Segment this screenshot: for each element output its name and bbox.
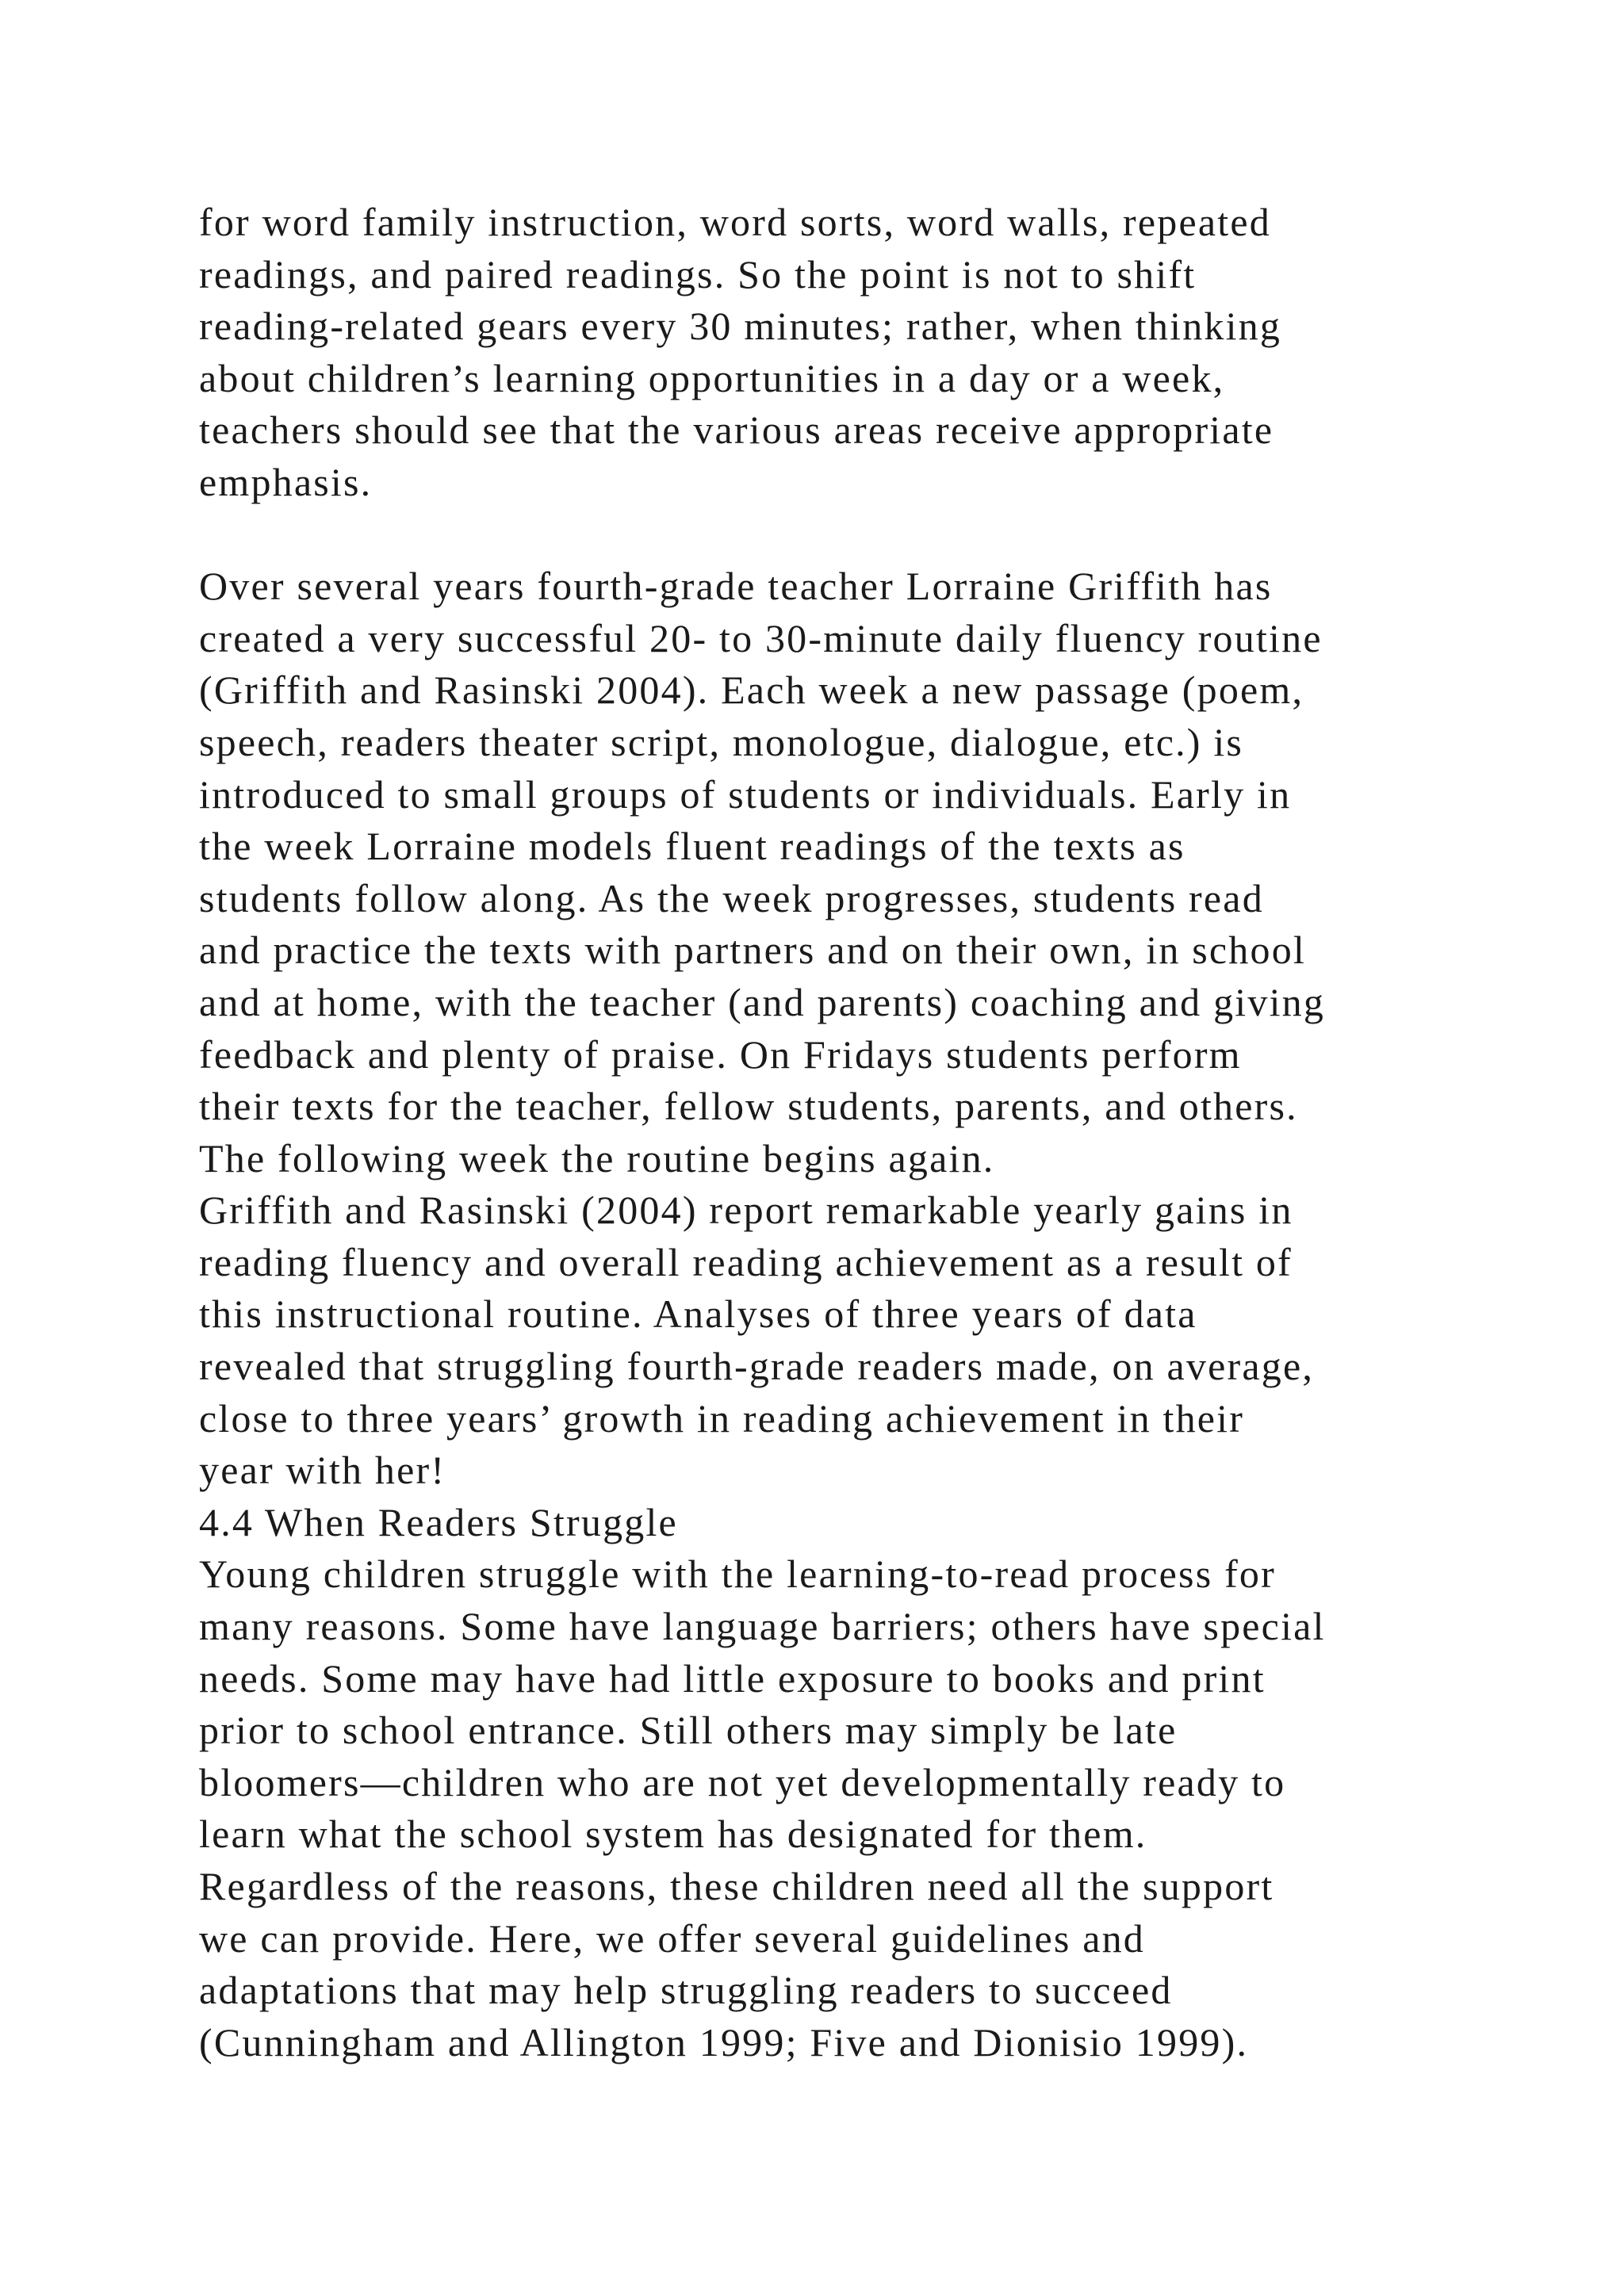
text-line: (Cunningham and Allington 1999; Five and Dionisio 1999). [199,2019,1249,2064]
text-line: Over several years fourth-grade teacher Lorraine Griffith has [199,564,1273,609]
text-line: (Griffith and Rasinski 2004). Each week a new passage (poem, [199,668,1304,713]
text-line: for word family instruction, word sorts, word walls, repeated [199,200,1271,244]
paragraph-1 [199,197,1507,509]
text-line: Griffith and Rasinski (2004) report remarkable yearly gains in [199,1188,1293,1233]
text-line: created a very successful 20- to 30-minute daily fluency routine [199,615,1323,660]
text-line: The following week the routine begins again. [199,1135,995,1181]
text-line: their texts for the teacher, fellow students, parents, and others. [199,1084,1298,1129]
text-line: year with her! [199,1448,446,1493]
text-line: speech, readers theater script, monologue, dialogue, etc.) is [199,719,1244,764]
text-line: Young children struggle with the learning-to-read process for [199,1552,1276,1597]
text-line: students follow along. As the week progresses, students read [199,875,1264,920]
text-line: Regardless of the reasons, these children need all the support [199,1864,1274,1908]
text-line: reading-related gears every 30 minutes; rather, when thinking [199,304,1282,349]
text-line: teachers should see that the various areas receive appropriate [199,408,1274,453]
text-line: learn what the school system has designated for them. [199,1812,1147,1857]
text-line: close to three years’ growth in reading achievement in their [199,1395,1245,1441]
paragraph-2 [199,561,1507,1184]
text-line: reading fluency and overall reading achievement as a result of [199,1239,1293,1284]
section-heading: 4.4 When Readers Struggle [199,1499,678,1544]
text-line: feedback and plenty of praise. On Fridays students perform [199,1031,1242,1077]
text-line: and at home, with the teacher (and parents) coaching and giving [199,979,1326,1024]
text-line: about children’s learning opportunities in a day or a week, [199,355,1225,400]
text-line: this instructional routine. Analyses of three years of data [199,1292,1197,1337]
text-line: emphasis. [199,459,373,504]
document-body [199,197,1507,2068]
text-line: revealed that struggling fourth-grade readers made, on average, [199,1344,1315,1389]
text-line: many reasons. Some have language barriers; others have special [199,1604,1326,1649]
text-line: introduced to small groups of students or individuals. Early in [199,771,1292,817]
paragraph-gap [199,509,1507,561]
text-line: prior to school entrance. Still others may simply be late [199,1708,1178,1753]
text-line: we can provide. Here, we offer several guidelines and [199,1915,1145,1961]
text-line: needs. Some may have had little exposure to books and print [199,1655,1266,1701]
text-line: bloomers—children who are not yet developmentally ready to [199,1759,1286,1804]
paragraph-3 [199,1184,1507,1497]
text-line: readings, and paired readings. So the point is not to shift [199,251,1197,297]
text-line: and practice the texts with partners and on their own, in school [199,928,1306,973]
text-line: adaptations that may help struggling readers to succeed [199,1968,1173,2013]
paragraph-4 [199,1548,1507,2068]
text-line: the week Lorraine models fluent readings of the texts as [199,824,1185,869]
